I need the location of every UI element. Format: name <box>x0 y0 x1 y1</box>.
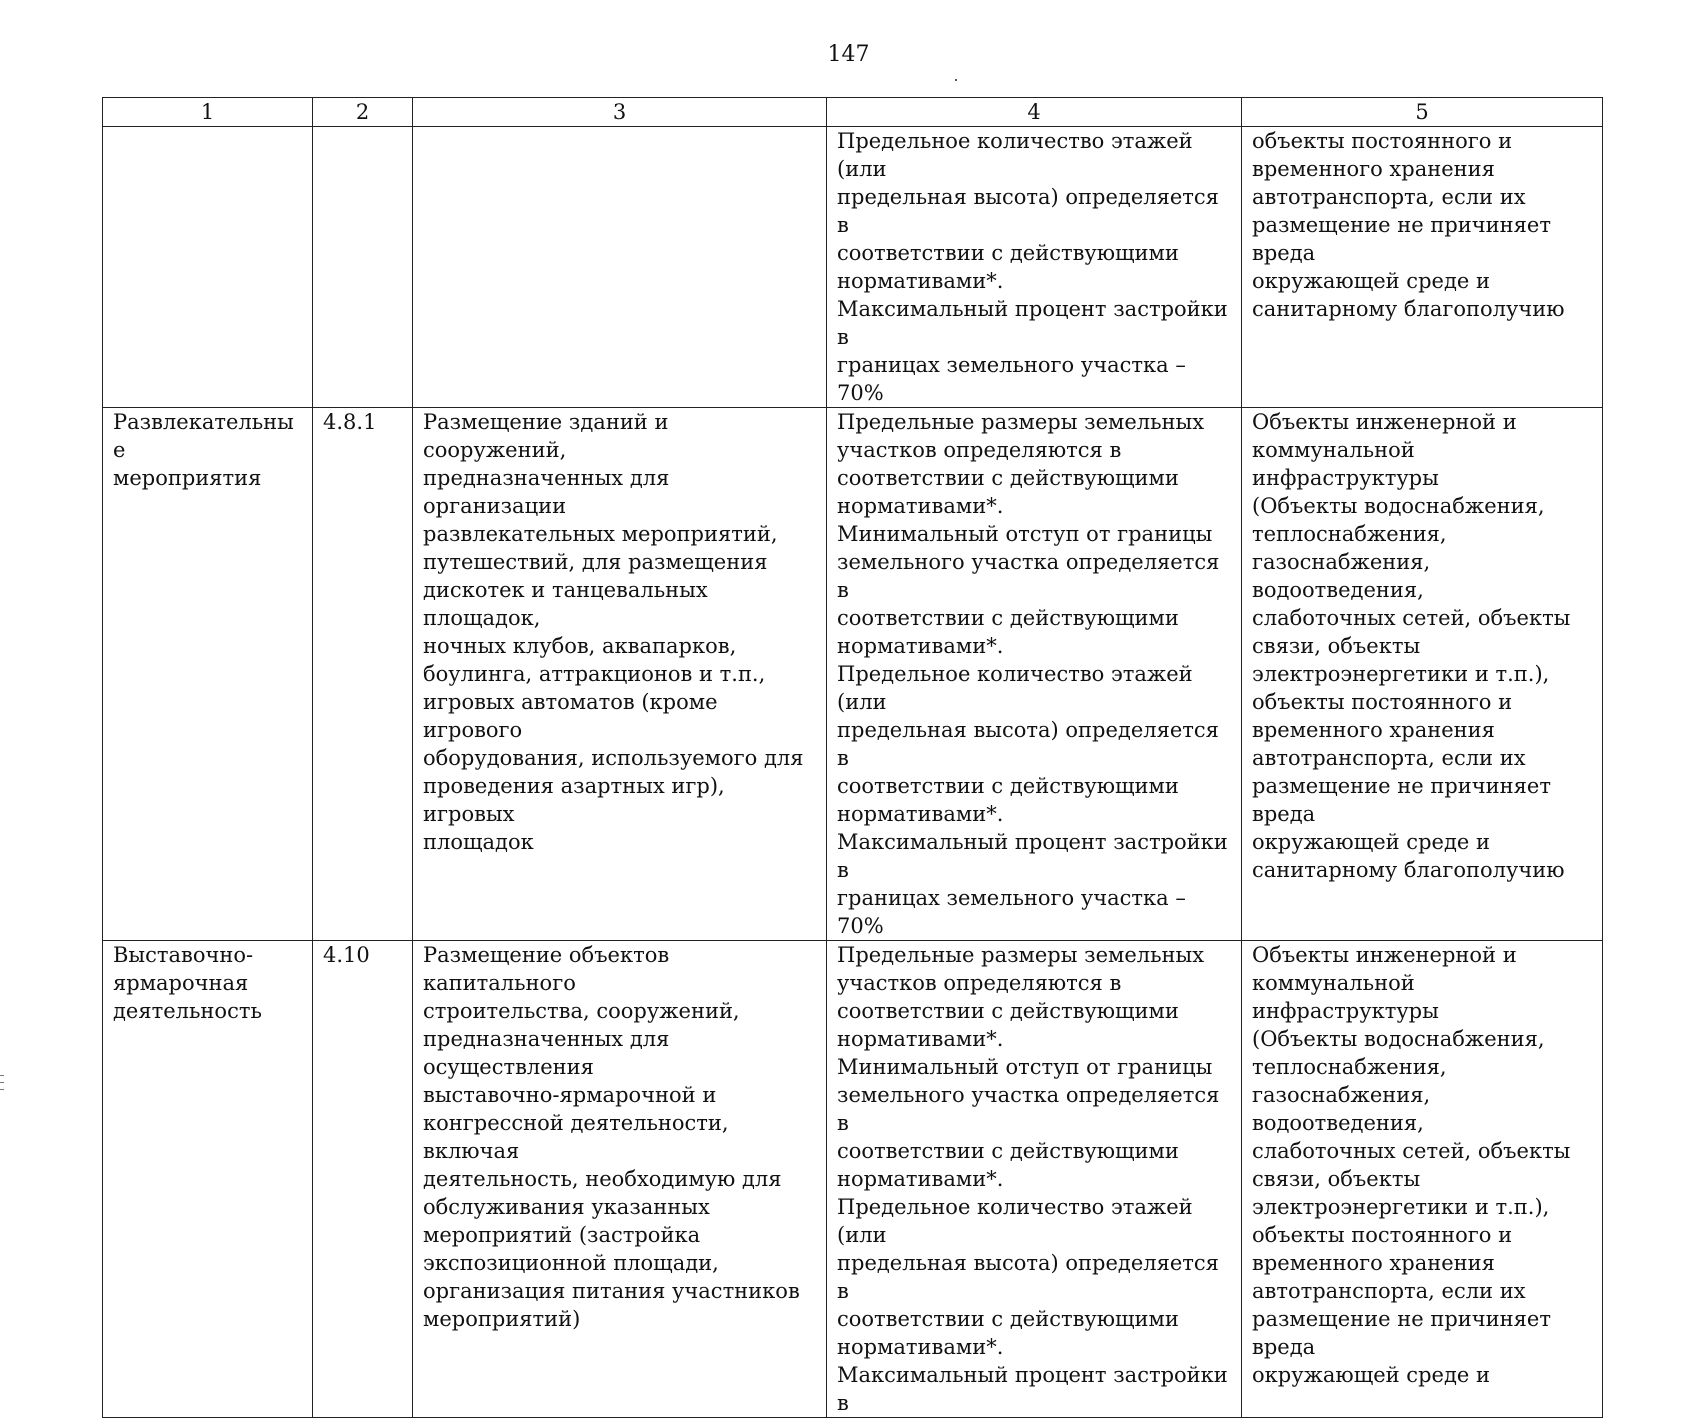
cell-use-code: 4.8.1 <box>313 408 413 941</box>
cell-use-description <box>413 127 827 408</box>
header-col-3: 3 <box>413 98 827 127</box>
header-col-5: 5 <box>1242 98 1603 127</box>
cell-parameters: Предельные размеры земельных участков определяются в соответствии с действующими нормативами*. Минимальный отступ от границы земельного участка определяется в соответствии с действующими нормативами*. Предельное количество этажей (или предельная высота) определяется в соответствии с действующими нормативами*. Максимальный процент застройки в границах земельного участка – 70% <box>827 408 1242 941</box>
scan-dot-mark <box>955 79 957 81</box>
table-header-row <box>103 98 1603 127</box>
zoning-table <box>102 97 1603 1418</box>
cell-use-code: 4.10 <box>313 941 413 1418</box>
cell-use-code <box>313 127 413 408</box>
table-row <box>103 408 1603 941</box>
table-row <box>103 941 1603 1418</box>
header-col-1: 1 <box>103 98 313 127</box>
page-number: 147 <box>827 42 870 67</box>
cell-use-description: Размещение зданий и сооружений, предназначенных для организации развлекательных мероприятий, путешествий, для размещения дискотек и танцевальных площадок, ночных клубов, аквапарков, боулинга, аттракционов и т.п., игровых автоматов (кроме игрового оборудования, используемого для проведения азартных игр), игровых площадок <box>413 408 827 941</box>
header-col-4: 4 <box>827 98 1242 127</box>
cell-use-name: Выставочно- ярмарочная деятельность <box>103 941 313 1418</box>
cell-use-description: Размещение объектов капитального строительства, сооружений, предназначенных для осуществления выставочно-ярмарочной и конгрессной деятельности, включая деятельность, необходимую для обслуживания указанных мероприятий (застройка экспозиционной площади, организация питания участников мероприятий) <box>413 941 827 1418</box>
cell-parameters: Предельное количество этажей (или предельная высота) определяется в соответствии с действующими нормативами*. Максимальный процент застройки в границах земельного участка – 70% <box>827 127 1242 408</box>
header-col-2: 2 <box>313 98 413 127</box>
cell-use-name: Развлекательные мероприятия <box>103 408 313 941</box>
scan-margin-marks <box>0 1075 4 1099</box>
cell-parameters: Предельные размеры земельных участков определяются в соответствии с действующими нормативами*. Минимальный отступ от границы земельного участка определяется в соответствии с действующими нормативами*. Предельное количество этажей (или предельная высота) определяется в соответствии с действующими нормативами*. Максимальный процент застройки в <box>827 941 1242 1418</box>
cell-auxiliary-uses: Объекты инженерной и коммунальной инфраструктуры (Объекты водоснабжения, теплоснабжения, газоснабжения, водоотведения, слаботочных сетей, объекты связи, объекты электроэнергетики и т.п.), объекты постоянного и временного хранения автотранспорта, если их размещение не причиняет вреда окружающей среде и <box>1242 941 1603 1418</box>
table-row <box>103 127 1603 408</box>
cell-auxiliary-uses: Объекты инженерной и коммунальной инфраструктуры (Объекты водоснабжения, теплоснабжения, газоснабжения, водоотведения, слаботочных сетей, объекты связи, объекты электроэнергетики и т.п.), объекты постоянного и временного хранения автотранспорта, если их размещение не причиняет вреда окружающей среде и санитарному благополучию <box>1242 408 1603 941</box>
cell-auxiliary-uses: объекты постоянного и временного хранения автотранспорта, если их размещение не причиняет вреда окружающей среде и санитарному благополучию <box>1242 127 1603 408</box>
cell-use-name <box>103 127 313 408</box>
